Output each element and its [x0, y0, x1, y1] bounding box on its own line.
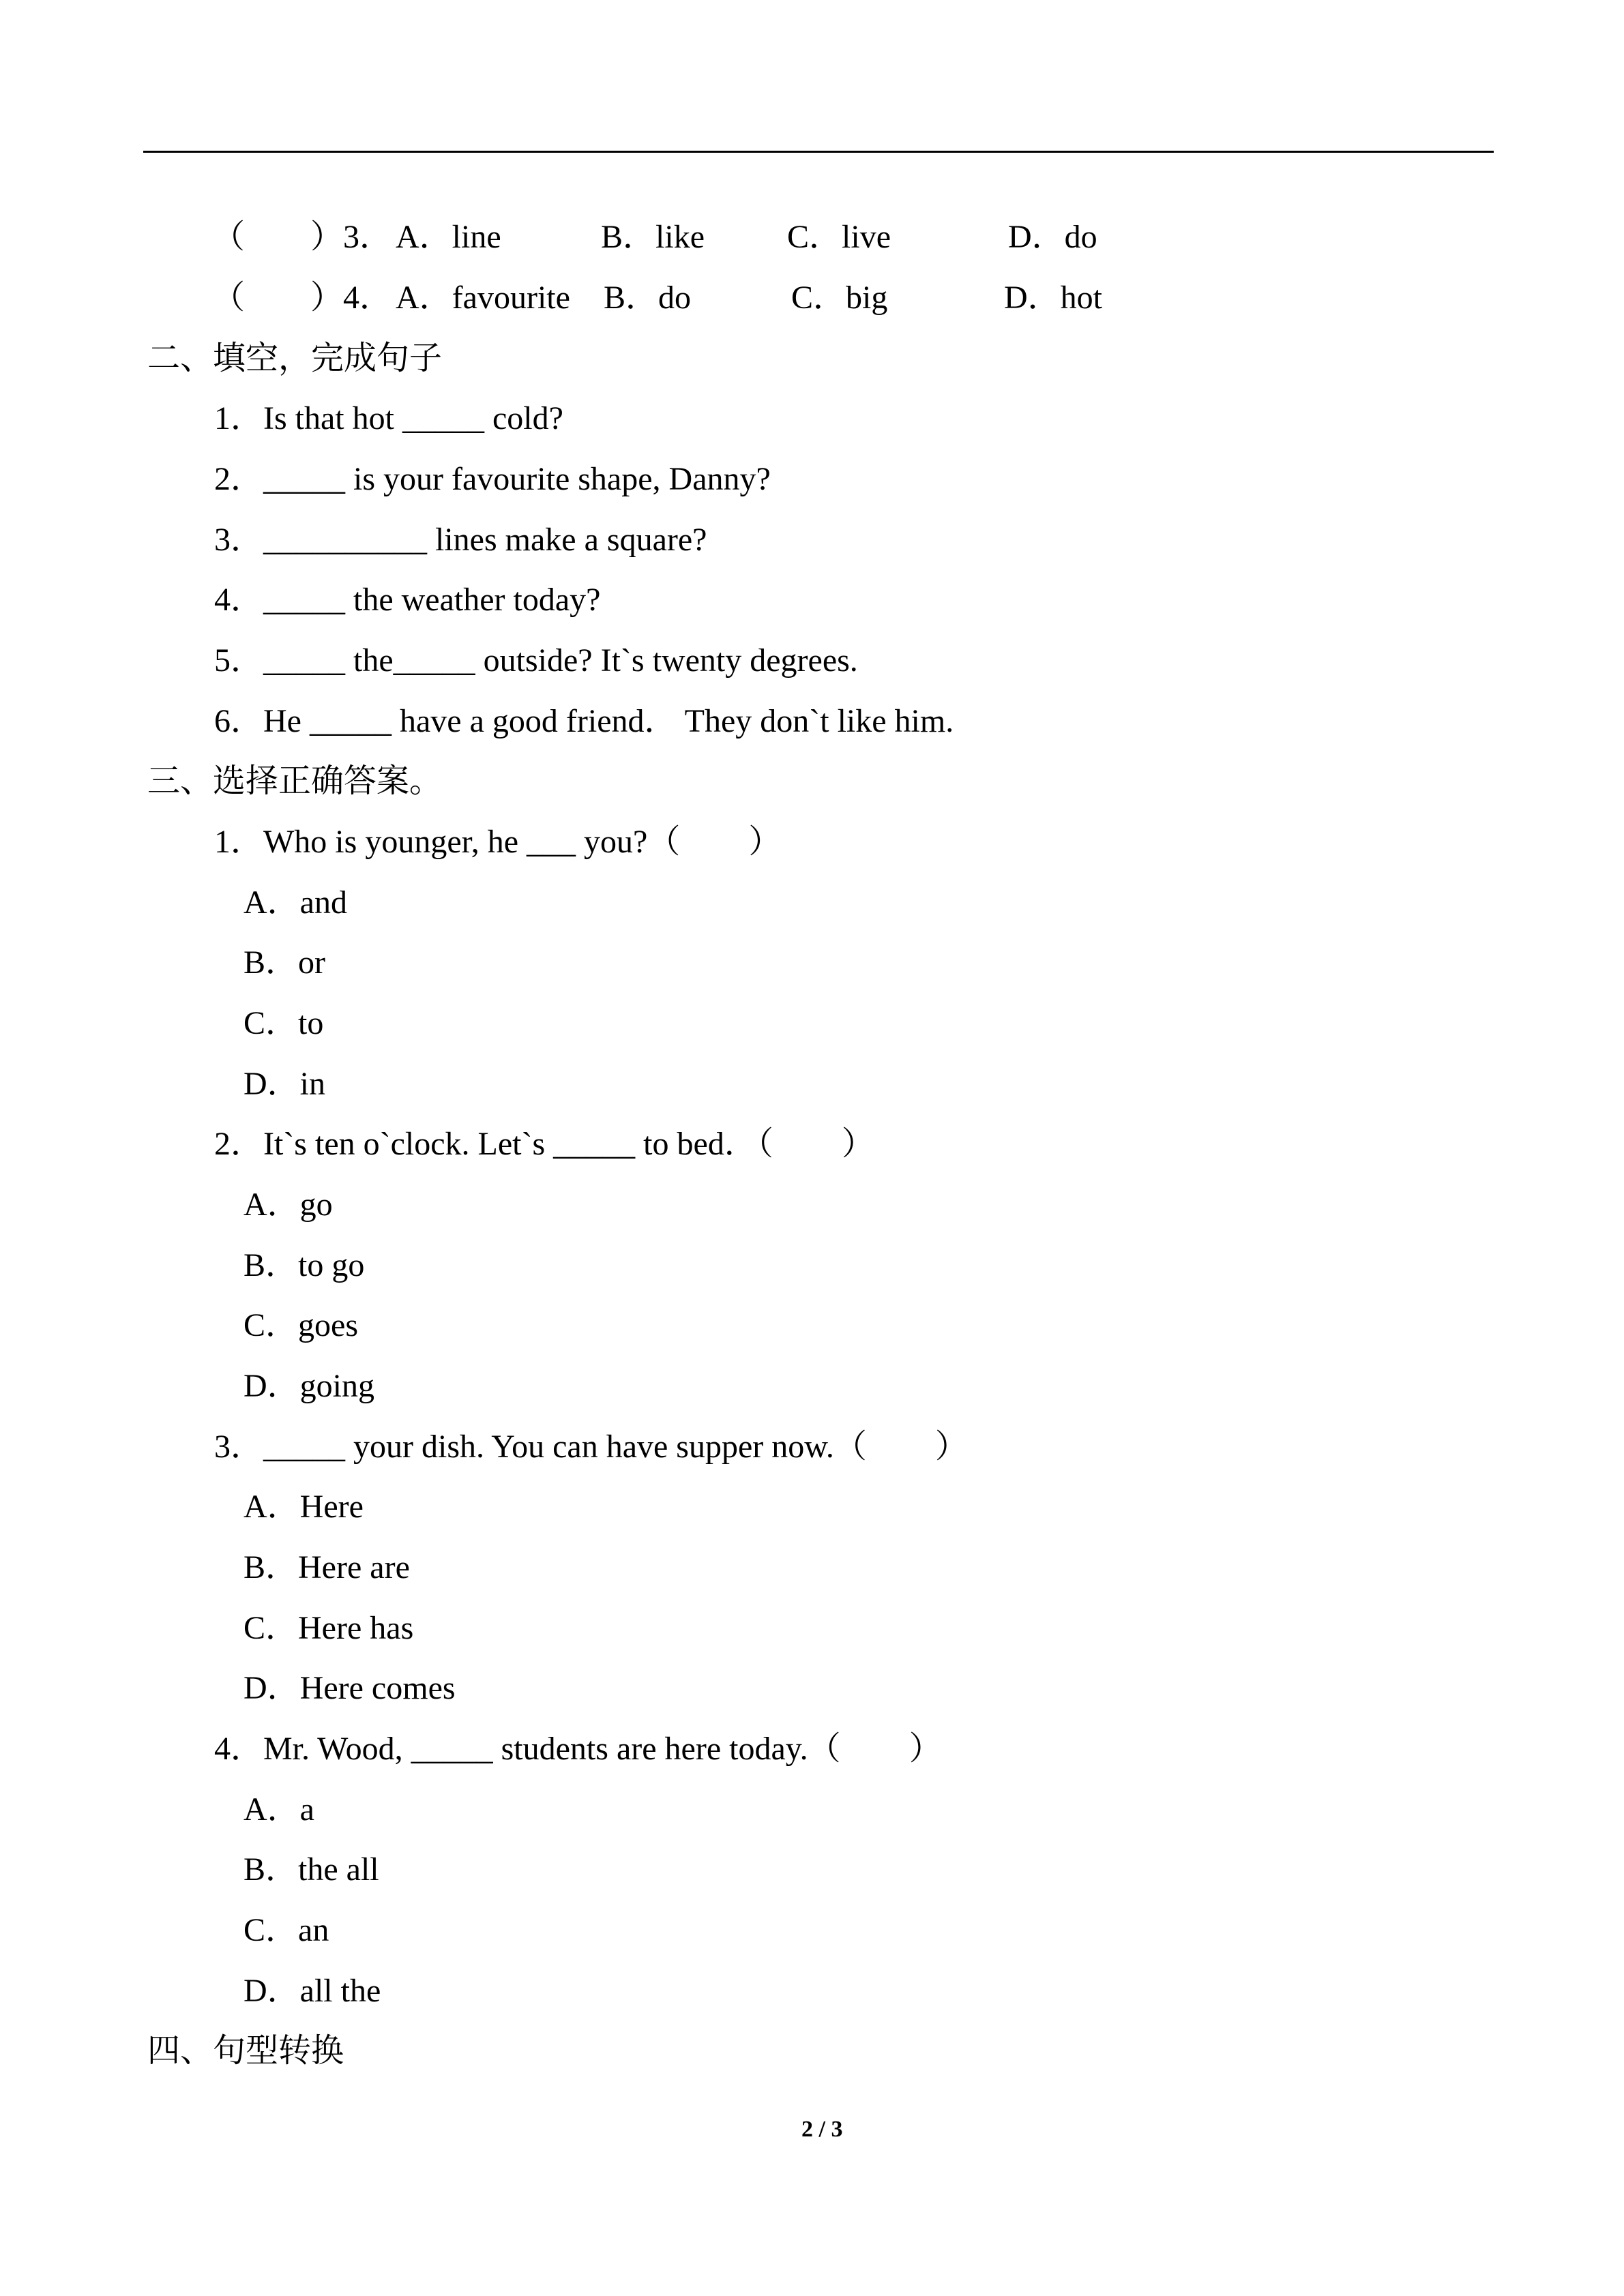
option-a: A．Here — [243, 1489, 364, 1525]
option-c: C．live — [787, 219, 891, 256]
fill-blank-item: 5．_____ the_____ outside? It`s twenty degrees. — [214, 642, 858, 679]
fill-blank-item: 4．_____ the weather today? — [214, 582, 601, 618]
option-d: D．do — [1008, 219, 1097, 256]
option-c: C．goes — [243, 1307, 359, 1344]
answer-paren-open: （ — [212, 279, 246, 316]
option-a: A．favourite — [396, 279, 570, 316]
section-heading-sentence-transformation: 四、句型转换 — [147, 2033, 344, 2070]
option-b: B．to go — [243, 1247, 365, 1283]
answer-paren-open: （ — [212, 219, 246, 256]
question-text: 2．It`s ten o`clock. Let`s _____ to bed． — [214, 1126, 757, 1163]
fill-blank-item: 3．__________ lines make a square? — [214, 521, 707, 558]
option-b: B．do — [604, 279, 692, 316]
option-c: C．an — [243, 1912, 329, 1948]
option-d: D．in — [243, 1065, 326, 1102]
choice-row — [0, 268, 1624, 329]
question-number-group — [310, 207, 392, 268]
question-stem — [0, 1719, 1624, 1780]
option-c: C．to — [243, 1004, 324, 1041]
answer-paren-open: （ — [647, 823, 681, 860]
option-a: A．line — [396, 219, 501, 256]
question-number: 4． — [343, 279, 393, 316]
answer-paren-open: （ — [833, 1428, 867, 1465]
question-stem — [0, 1114, 1624, 1175]
fill-blank-item: 2．_____ is your favourite shape, Danny? — [214, 460, 771, 497]
fill-blank-item: 6．He _____ have a good friend． They don`t like him. — [214, 702, 954, 739]
question-text: 1．Who is younger, he ___ you? — [214, 823, 648, 860]
page-content — [0, 207, 1624, 2082]
option-d: D．hot — [1004, 279, 1103, 316]
option-a: A．a — [243, 1791, 314, 1828]
page-number: 2 / 3 — [801, 2117, 843, 2142]
question-text: 3．_____ your dish. You can have supper now. — [214, 1428, 834, 1465]
question-stem — [0, 1417, 1624, 1478]
option-b: B．or — [243, 944, 326, 981]
option-b: B．the all — [243, 1851, 379, 1888]
section-heading-fill-in: 二、填空，完成句子 — [147, 340, 443, 376]
answer-paren-open: （ — [756, 1126, 773, 1163]
option-d: D．all the — [243, 1972, 381, 2009]
question-stem — [0, 812, 1624, 873]
option-c: C．Here has — [243, 1609, 414, 1646]
answer-paren-close: ） — [934, 1428, 968, 1465]
option-c: C．big — [791, 279, 888, 316]
answer-paren-open: （ — [808, 1730, 841, 1767]
answer-paren-close: ） — [841, 1126, 874, 1163]
option-d: D．Here comes — [243, 1670, 456, 1707]
question-number: 3． — [343, 219, 393, 256]
answer-paren-close: ） — [748, 823, 782, 860]
answer-paren-close: ） — [909, 1730, 942, 1767]
option-d: D．going — [243, 1367, 375, 1404]
header-rule — [143, 151, 1494, 153]
option-a: A．and — [243, 884, 347, 921]
answer-paren-close: ） — [310, 219, 344, 256]
option-b: B．like — [601, 219, 705, 256]
choice-row — [0, 207, 1624, 268]
answer-paren-close: ） — [310, 279, 344, 316]
question-text: 4．Mr. Wood, _____ students are here today. — [214, 1730, 808, 1767]
option-a: A．go — [243, 1186, 333, 1223]
question-number-group — [310, 268, 392, 329]
fill-blank-item: 1．Is that hot _____ cold? — [214, 400, 563, 437]
option-b: B．Here are — [243, 1549, 410, 1585]
section-heading-multiple-choice: 三、选择正确答案。 — [147, 763, 443, 800]
